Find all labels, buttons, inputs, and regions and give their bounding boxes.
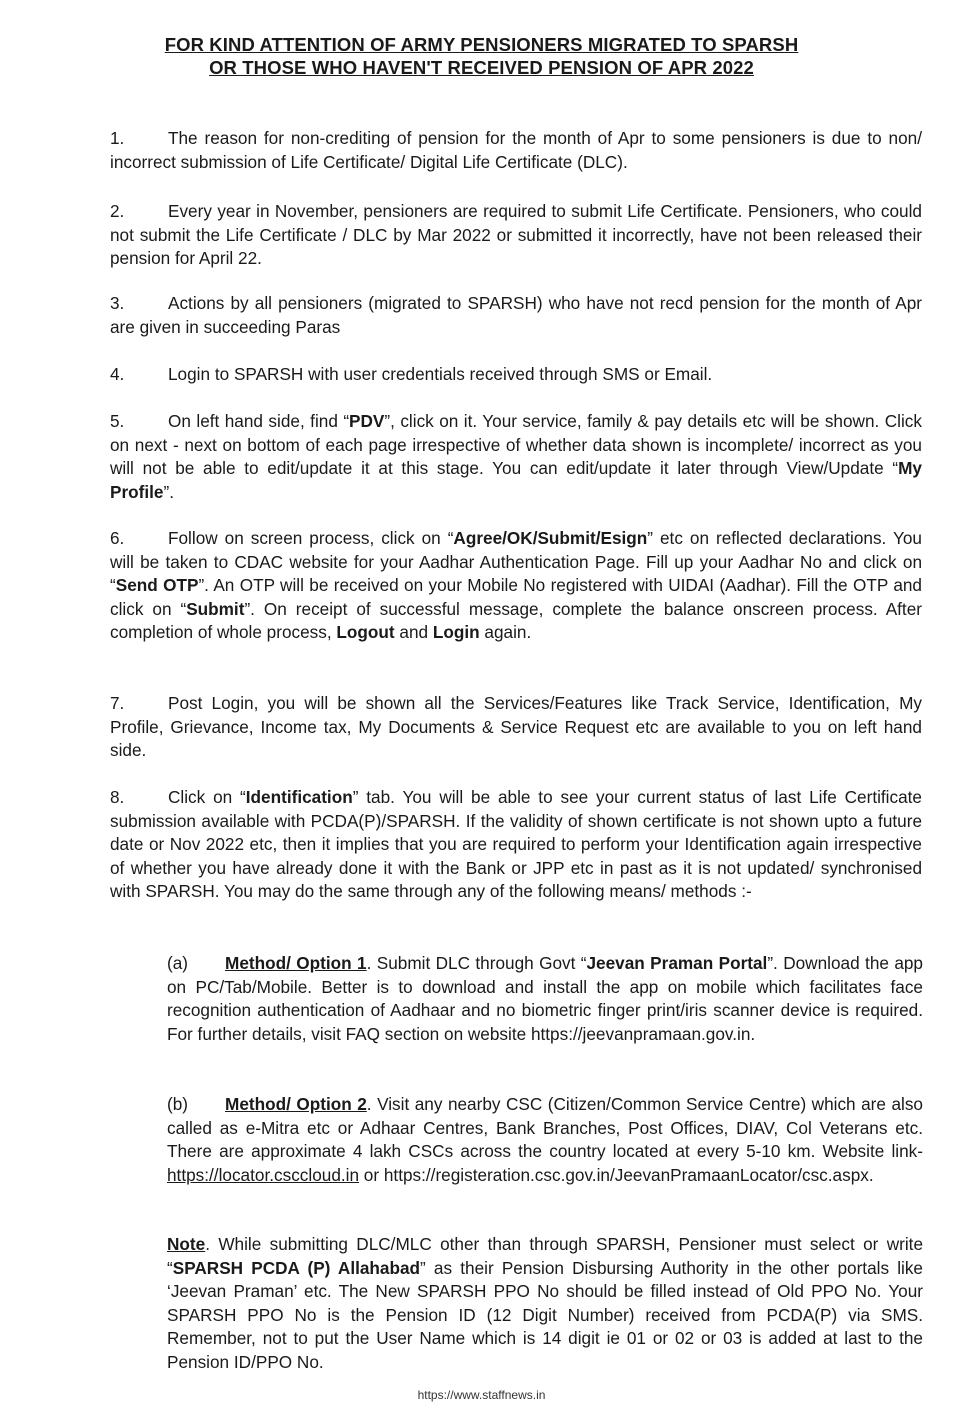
bold-term-send-otp: Send OTP xyxy=(115,575,199,595)
text-run: ”. An OTP will be received on your Mobile No registered with UIDAI (Aadhar). Fill the OTP and click on “ xyxy=(110,575,922,619)
paragraph-number: 1. xyxy=(110,128,125,148)
paragraph-number: 3. xyxy=(110,293,125,313)
paragraph-number: 7. xyxy=(110,693,125,713)
paragraph-number: 8. xyxy=(110,787,125,807)
csc-locator-link[interactable]: https://locator.csccloud.in xyxy=(167,1164,360,1185)
document-title-line-2: OR THOSE WHO HAVEN'T RECEIVED PENSION OF APR 2022 xyxy=(209,57,754,78)
text-run: Click on “ xyxy=(168,787,246,807)
text-run: . Submit DLC through Govt “ xyxy=(366,953,587,973)
sub-paragraph-a xyxy=(167,952,923,1046)
sub-paragraph-label: (b) xyxy=(167,1094,189,1114)
method-1-heading: Method/ Option 1 xyxy=(225,953,367,973)
paragraph-5 xyxy=(110,410,922,504)
bold-term-jeevan-praman-portal: Jeevan Praman Portal xyxy=(586,953,768,973)
text-run: Follow on screen process, click on “ xyxy=(168,528,454,548)
paragraph-number: 6. xyxy=(110,528,125,548)
text-run: ”, click on it. Your service, family & pay details etc will be shown. Click on next - next on bottom of each page irrespective of whether data shown is incomplete/ incorrect as you will not be able to edit/update it at this stage. You can edit/update it later through View/Update “ xyxy=(110,411,922,478)
paragraph-7 xyxy=(110,692,922,763)
paragraph-1 xyxy=(110,127,922,174)
text-run: or https://registeration.csc.gov.in/JeevanPramaanLocator/csc.aspx. xyxy=(359,1164,874,1185)
text-run: ”. On receipt of successful message, complete the balance onscreen process. After completion of whole process, xyxy=(110,598,922,642)
paragraph-number: 4. xyxy=(110,364,125,384)
text-run: ”. xyxy=(163,481,174,502)
note-paragraph xyxy=(167,1233,923,1374)
bold-term-my-profile: My Profile xyxy=(110,458,922,502)
paragraph-text: Login to SPARSH with user credentials received through SMS or Email. xyxy=(168,364,713,384)
paragraph-text: Every year in November, pensioners are required to submit Life Certificate. Pensioners, who could not submit the Life Certificate / DLC by Mar 2022 or submitted it incorrectly, have not been released their pension for April 22. xyxy=(110,201,922,268)
bold-term-login: Login xyxy=(432,622,480,642)
paragraph-8 xyxy=(110,786,922,904)
bold-term-sparsh-pcda: SPARSH PCDA (P) Allahabad xyxy=(172,1257,421,1278)
bold-term-identification: Identification xyxy=(245,787,353,807)
sub-paragraph-b xyxy=(167,1093,923,1187)
text-run: On left hand side, find “ xyxy=(168,411,350,431)
text-run: . Visit any nearby CSC (Citizen/Common Service Centre) which are also called as e-Mitra etc or Adhaar Centres, Bank Branches, Post Offices, DIAV, Col Veterans etc. There are approximate 4 lakh CSCs across the country located at every 5-10 km. Website link- xyxy=(167,1094,923,1161)
bold-term-agree: Agree/OK/Submit/Esign xyxy=(453,528,648,548)
method-2-heading: Method/ Option 2 xyxy=(225,1094,367,1114)
paragraph-text: Post Login, you will be shown all the Services/Features like Track Service, Identification, My Profile, Grievance, Income tax, My Documents & Service Request etc are available to you on left hand side. xyxy=(110,693,922,760)
paragraph-number: 2. xyxy=(110,201,125,221)
text-run: . While submitting DLC/MLC other than through SPARSH, Pensioner must select or write “ xyxy=(167,1234,923,1278)
paragraph-2 xyxy=(110,200,922,271)
text-run: ” as their Pension Disbursing Authority in the other portals like ‘Jeevan Praman’ etc. The New SPARSH PPO No should be filled instead of Old PPO No. Your SPARSH PPO No is the Pension ID (12 Digit Number) received from PCDA(P) via SMS. Remember, not to put the User Name which is 14 digit ie 01 or 02 or 03 is added at last to the Pension ID/PPO No. xyxy=(167,1257,923,1372)
paragraph-3 xyxy=(110,292,922,339)
text-run: and xyxy=(394,622,433,642)
text-run: ” tab. You will be able to see your current status of last Life Certificate submission available with PCDA(P)/SPARSH. If the validity of shown certificate is not shown upto a future date or Nov 2022 etc, then it implies that you are required to perform your Identification again irrespective of whether you have already done it with the Bank or JPP etc in past as it is not updated/ synchronised with SPARSH. You may do the same through any of the following means/ methods :- xyxy=(110,787,922,901)
text-run: ”. Download the app on PC/Tab/Mobile. Better is to download and install the app on mobile which facilitates face recognition authentication of Aadhaar and no biometric finger print/iris scanner device is required. For further details, visit FAQ section on website https://jeevanpramaan.gov.in. xyxy=(167,953,923,1044)
sub-paragraph-label: (a) xyxy=(167,953,189,973)
paragraph-number: 5. xyxy=(110,411,125,431)
text-run: ” etc on reflected declarations. You will be taken to CDAC website for your Aadhar Authentication Page. Fill up your Aadhar No and click on “ xyxy=(110,528,922,595)
watermark-url: https://www.staffnews.in xyxy=(417,1388,546,1402)
paragraph-text: Actions by all pensioners (migrated to SPARSH) who have not recd pension for the month of Apr are given in succeeding Paras xyxy=(110,293,922,337)
document-title-line-1: FOR KIND ATTENTION OF ARMY PENSIONERS MIGRATED TO SPARSH xyxy=(164,34,799,55)
text-run: again. xyxy=(479,622,532,642)
bold-term-submit: Submit xyxy=(186,598,245,619)
bold-term-logout: Logout xyxy=(336,622,395,642)
paragraph-text: The reason for non-crediting of pension for the month of Apr to some pensioners is due to non/ incorrect submission of Life Certificate/ Digital Life Certificate (DLC). xyxy=(110,128,922,172)
paragraph-4 xyxy=(110,363,922,387)
note-heading: Note xyxy=(167,1234,206,1254)
bold-term-pdv: PDV xyxy=(349,411,385,431)
paragraph-6 xyxy=(110,527,922,645)
